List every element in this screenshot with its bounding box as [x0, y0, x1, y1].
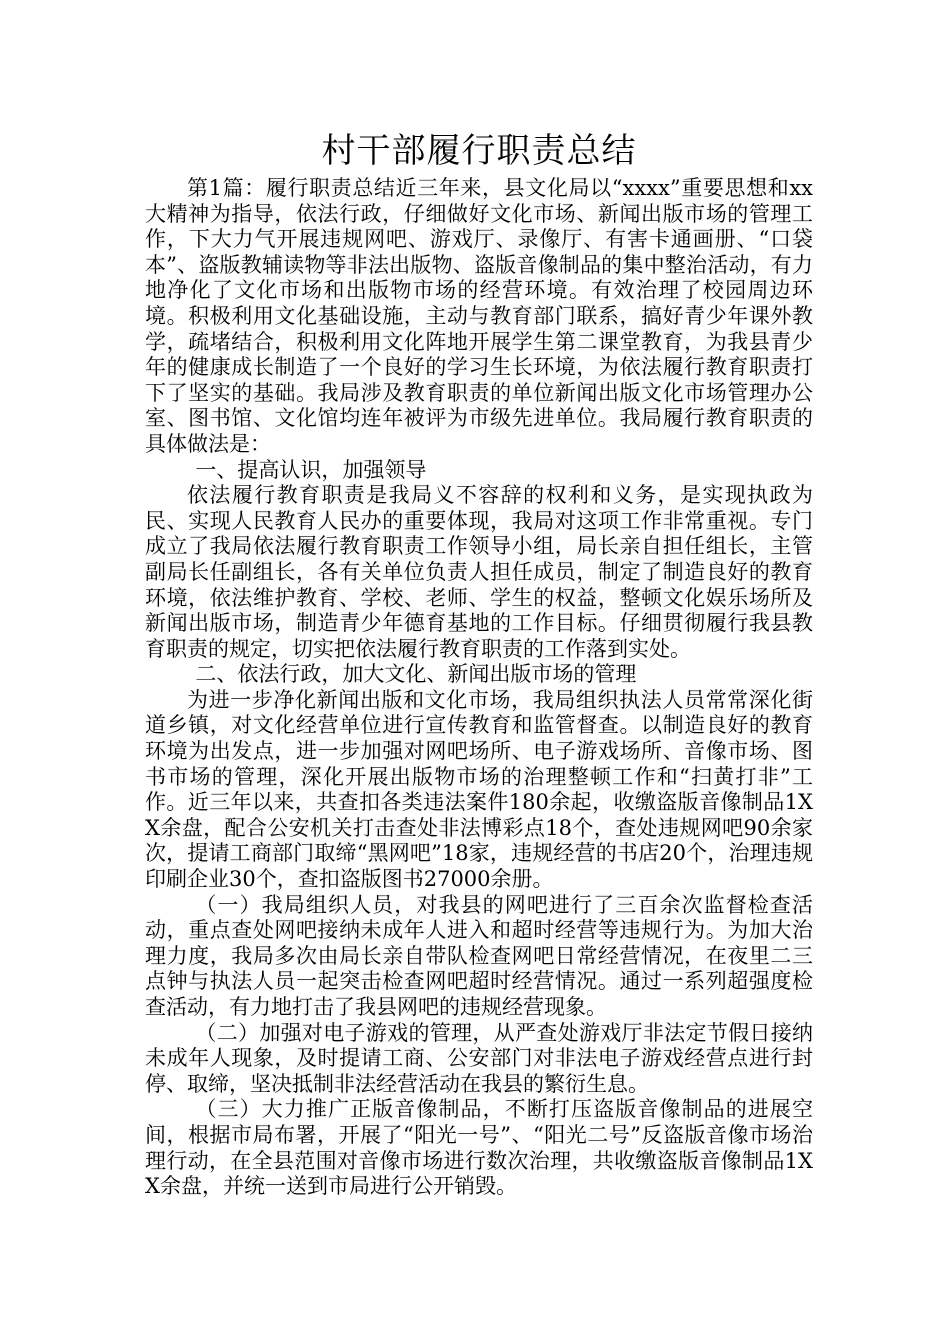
paragraph-section-1: 依法履行教育职责是我局义不容辞的权利和义务，是实现执政为民、实现人民教育人民办的重要体现，我局对这项工作非常重视。专门成立了我局依法履行教育职责工作领导小组，局长亲自担任组长，主管副局长任副组长，各有关单位负责人担任成员，制定了制造良好的教育环境，依法维护教育、学校、老师、学生的权益，整顿文化娱乐场所及新闻出版市场，制造青少年德育基地的工作目标。仔细贯彻履行我县教育职责的规定，切实把依法履行教育职责的工作落到实处。: [145, 483, 813, 661]
paragraph-item-1: （一）我局组织人员，对我县的网吧进行了三百余次监督检查活动，重点查处网吧接纳未成年人进入和超时经营等违规行为。为加大治理力度，我局多次由局长亲自带队检查网吧日常经营情况，在夜里二三点钟与执法人员一起突击检查网吧超时经营情况。通过一系列超强度检查活动，有力地打击了我县网吧的违规经营现象。: [145, 892, 813, 1019]
section-heading-2: 二、依法行政，加大文化、新闻出版市场的管理: [195, 662, 637, 687]
paragraph-intro: 第1篇：履行职责总结近三年来，县文化局以“xxxx”重要思想和xx大精神为指导，依法行政，仔细做好文化市场、新闻出版市场的管理工作，下大力气开展违规网吧、游戏厅、录像厅、有害卡通画册、“口袋本”、盗版教辅读物等非法出版物、盗版音像制品的集中整治活动，有力地净化了文化市场和出版物市场的经营环境。有效治理了校园周边环境。积极利用文化基础设施，主动与教育部门联系，搞好青少年课外教学，疏堵结合，积极利用文化阵地开展学生第二课堂教育，为我县青少年的健康成长制造了一个良好的学习生长环境，为依法履行教育职责打下了坚实的基础。我局涉及教育职责的单位新闻出版文化市场管理办公室、图书馆、文化馆均连年被评为市级先进单位。我局履行教育职责的具体做法是：: [145, 176, 813, 456]
paragraph-item-2: （二）加强对电子游戏的管理，从严查处游戏厅非法定节假日接纳未成年人现象，及时提请工商、公安部门对非法电子游戏经营点进行封停、取缔，坚决抵制非法经营活动在我县的繁衍生息。: [145, 1020, 813, 1096]
paragraph-item-3: （三）大力推广正版音像制品，不断打压盗版音像制品的进展空间，根据市局布署，开展了“阳光一号”、“阳光二号”反盗版音像市场治理行动，在全县范围对音像市场进行数次治理，共收缴盗版音像制品1XX余盘，并统一送到市局进行公开销毁。: [145, 1097, 813, 1199]
paragraph-section-2: 为进一步净化新闻出版和文化市场，我局组织执法人员常常深化街道乡镇，对文化经营单位进行宣传教育和监管督查。以制造良好的教育环境为出发点，进一步加强对网吧场所、电子游戏场所、音像市场、图书市场的管理，深化开展出版物市场的治理整顿工作和“扫黄打非”工作。近三年以来，共查扣各类违法案件180余起，收缴盗版音像制品1XX余盘，配合公安机关打击查处非法博彩点18个，查处违规网吧90余家次，提请工商部门取缔“黑网吧”18家，违规经营的书店20个，治理违规印刷企业30个，查扣盗版图书27000余册。: [145, 687, 813, 892]
document-page: [145, 128, 813, 1200]
document-title: 村干部履行职责总结: [321, 131, 637, 171]
section-heading-1: 一、提高认识，加强领导: [195, 457, 427, 482]
